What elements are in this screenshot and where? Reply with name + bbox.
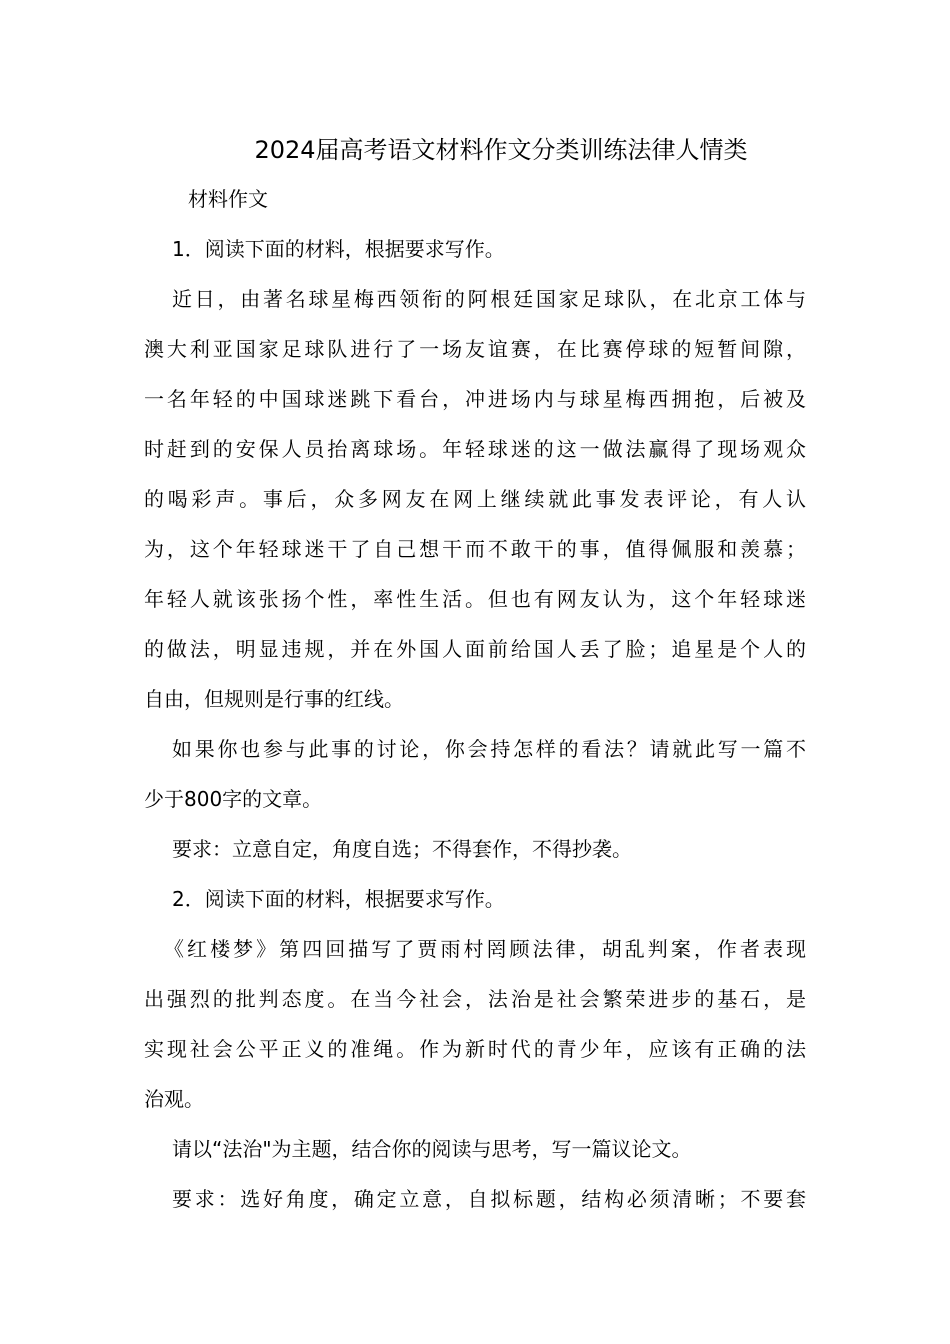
question-1-material-line: 澳大利亚国家足球队进行了一场友谊赛，在比赛停球的短暂间隙， — [144, 337, 806, 361]
question-1-material-line: 时赶到的安保人员抬离球场。年轻球迷的这一做法赢得了现场观众 — [144, 437, 806, 461]
section-heading: 材料作文 — [188, 187, 268, 211]
question-2-heading: 2．阅读下面的材料，根据要求写作。 — [172, 887, 505, 911]
question-2-prompt: 请以“法治"为主题，结合你的阅读与思考，写一篇议论文。 — [172, 1137, 692, 1161]
question-1-prompt-line: 少于800字的文章。 — [144, 787, 323, 811]
question-2-material-line: 《红楼梦》第四回描写了贾雨村罔顾法律，胡乱判案，作者表现 — [164, 937, 806, 961]
question-2-material-line: 出强烈的批判态度。在当今社会，法治是社会繁荣进步的基石，是 — [144, 987, 806, 1011]
question-2-requirement: 要求：选好角度，确定立意，自拟标题，结构必须清晰；不要套 — [172, 1187, 806, 1211]
question-1-material-line: 一名年轻的中国球迷跳下看台，冲进场内与球星梅西拥抱，后被及 — [144, 387, 806, 411]
question-1-material-line: 为，这个年轻球迷干了自己想干而不敢干的事，值得佩服和羡慕； — [144, 537, 806, 561]
question-1-prompt-line: 如果你也参与此事的讨论，你会持怎样的看法？请就此写一篇不 — [172, 737, 806, 761]
question-1-material-line: 的喝彩声。事后，众多网友在网上继续就此事发表评论，有人认 — [144, 487, 806, 511]
question-1-material-line: 近日，由著名球星梅西领衔的阿根廷国家足球队，在北京工体与 — [172, 287, 806, 311]
question-1-requirement: 要求：立意自定，角度自选；不得套作，不得抄袭。 — [172, 837, 632, 861]
document-title: 2024届高考语文材料作文分类训练法律人情类 — [254, 136, 748, 164]
question-2-material-line: 实现社会公平正义的准绳。作为新时代的青少年，应该有正确的法 — [144, 1037, 806, 1061]
question-1-material-line: 自由，但规则是行事的红线。 — [144, 687, 404, 711]
question-2-material-line: 治观。 — [144, 1087, 204, 1111]
question-1-material-line: 的做法，明显违规，并在外国人面前给国人丢了脸；追星是个人的 — [144, 637, 806, 661]
question-1-material-line: 年轻人就该张扬个性，率性生活。但也有网友认为，这个年轻球迷 — [144, 587, 806, 611]
question-1-heading: 1．阅读下面的材料，根据要求写作。 — [172, 237, 505, 261]
